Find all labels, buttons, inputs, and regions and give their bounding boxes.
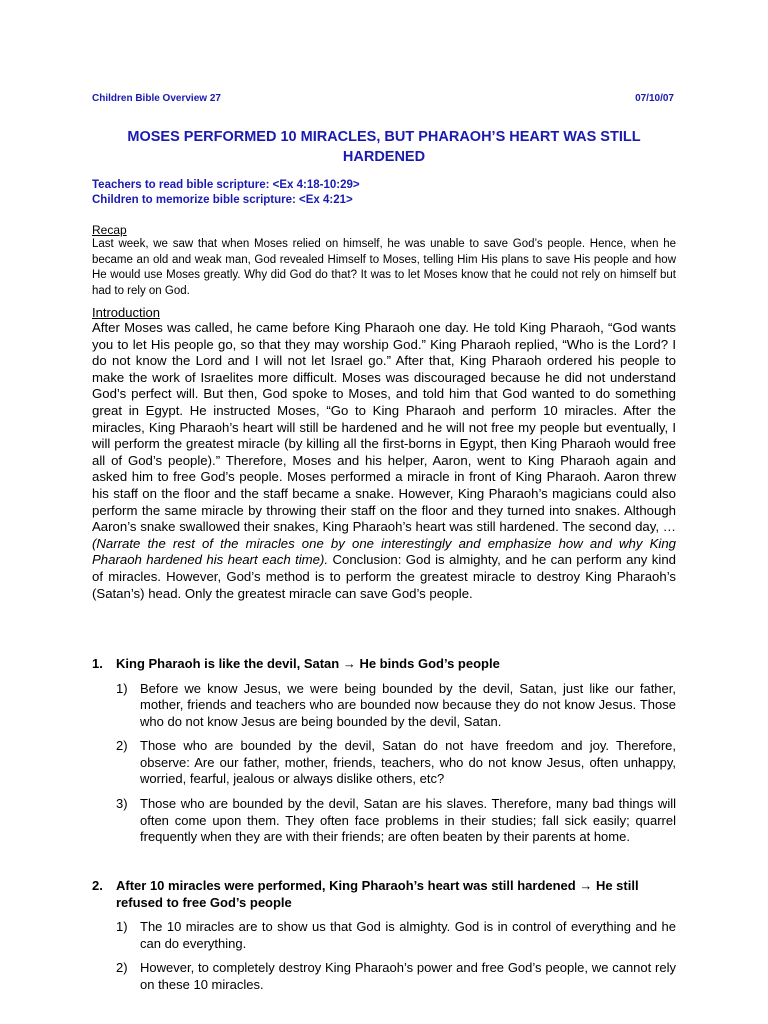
list-item [116,681,676,731]
header-date: 07/10/07 [635,93,674,104]
item-text: Those who are bounded by the devil, Satan are his slaves. Therefore, many bad things will often come upon them. They often face problems in their studies; fall sick easily; quarrel frequently when they are with their friends; are often beaten by their parents at home. [140,796,676,845]
intro-text-before: After Moses was called, he came before King Pharaoh one day. He told King Pharaoh, “God wants you to let His people go, so that they may worship God.” King Pharaoh replied, “Who is the Lord? I do not know the Lord and I will not let Israel go.” After that, King Pharaoh ordered his people to make the work of Israelites more difficult. Moses was discouraged because he did not understand God’s perfect will. But then, God spoke to Moses, and told him that God wanted to do something great in Egypt. He instructed Moses, “Go to King Pharaoh and perform 10 miracles. After the miracles, King Pharaoh’s heart will still be hardened and he will not free my people but eventually, I will perform the greatest miracle (by killing all the first-borns in Egypt, then King Pharaoh would free all of God’s people).” Therefore, Moses and his helper, Aaron, went to King Pharaoh again and asked him to free God’s people. Moses performed a miracle in front of King Pharaoh. Aaron threw his staff on the floor and the staff became a snake. However, King Pharaoh’s magicians could also perform the same miracle by throwing their staff on the floor and they turned into snakes. Although Aaron’s snake swallowed their snakes, King Pharaoh’s heart was still hardened. The second day, … [92,320,676,535]
section-number: 2. [92,878,103,893]
header-series: Children Bible Overview 27 [92,93,221,104]
item-number: 1) [116,680,128,696]
section-number: 1. [92,656,103,671]
item-number: 2) [116,738,128,754]
title-line-1: MOSES PERFORMED 10 MIRACLES, BUT PHARAOH’S HEART WAS STILL [127,129,641,145]
recap-text: Last week, we saw that when Moses relied on himself, he was unable to save God’s people. Hence, when he became an old and weak man, God revealed Himself to Moses, telling Him His plans to save His people and how He would use Moses greatly. Why did God do that? It was to let Moses know that he could not rely on himself but had to rely on God. [92,238,676,297]
item-number: 3) [116,796,128,812]
item-text: However, to completely destroy King Pharaoh’s power and free God’s people, we cannot rely on these 10 miracles. [140,960,676,992]
item-text: The 10 miracles are to show us that God is almighty. God is in control of everything and he can do everything. [140,919,676,951]
item-text: Those who are bounded by the devil, Satan do not have freedom and joy. Therefore, observe: Are our father, mother, friends, teachers, who do not know Jesus, often unhappy, worried, fearful, jealous or always dislike others, etc? [140,738,676,787]
list-item [116,960,676,993]
list-item [116,919,676,952]
item-text: Before we know Jesus, we were being bounded by the devil, Satan, just like our father, mother, friends and teachers who are bounded now because they do not know Jesus. Those who do not know Jesus are being bounded by the devil, Satan. [140,680,676,729]
page-title [92,127,676,167]
scripture-refs [92,178,360,208]
children-scripture: Children to memorize bible scripture: <Ex 4:21> [92,194,353,206]
title-line-2: HARDENED [342,149,426,165]
section-2 [92,878,676,993]
introduction-heading: Introduction [92,305,160,320]
introduction-text [92,320,676,602]
list-item [116,796,676,846]
section-1 [92,656,676,846]
page-header [92,93,674,107]
section-title: King Pharaoh is like the devil, Satan → He binds God’s people [116,656,500,671]
list-item [116,738,676,788]
section-heading [92,878,676,911]
section-title: After 10 miracles were performed, King Pharaoh’s heart was still hardened → He still refused to free God’s people [116,878,639,910]
recap-heading: Recap [92,223,127,237]
item-number: 1) [116,919,128,934]
section-heading [92,656,676,673]
intro-text-after: Conclusion: God is almighty, and he can perform any kind of miracles. However, God’s method is to perform the greatest miracle to destroy King Pharaoh’s (Satan’s) head. Only the greatest miracle can save God’s people. [92,552,676,601]
intro-text-italic: (Narrate the rest of the miracles one by one interestingly and emphasize how and why King Pharaoh hardened his heart each time). [92,535,676,568]
item-number: 2) [116,960,128,976]
teachers-scripture: Teachers to read bible scripture: <Ex 4:18-10:29> [92,179,360,191]
